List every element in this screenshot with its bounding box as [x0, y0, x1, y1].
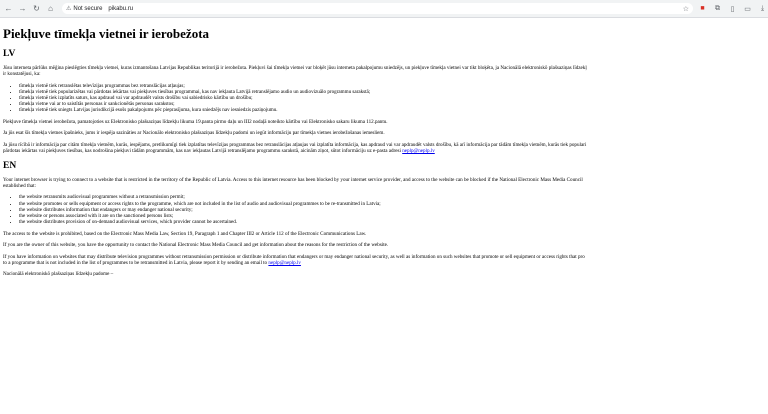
- en-email-link[interactable]: neplp@neplp.lv: [268, 259, 301, 266]
- page-title: Piekļuve tīmekļa vietnei ir ierobežota: [3, 26, 210, 41]
- list-item: • the website or persons associated with it are on the sanctioned persons lists;: [19, 213, 768, 219]
- list-item: • tīmekļa vietnē tiek izplatīts saturs, kas apdraud vai var apdraudēt valsts drošību vai sabiedrisko kārtību un drošību;: [19, 95, 768, 101]
- lv-info-line-2: pārdotas iekārtas vai piekļuves tiesības, kas nodrošina piekļuvi tādām programmām, kas nav iekļautas Latvijā retranslējamo programmu sarakstā, aicinām ziņot, sūtot informāciju uz e-pasta adresi: [3, 147, 401, 154]
- en-heading: EN: [3, 160, 17, 171]
- en-list: [3, 194, 768, 224]
- back-icon[interactable]: ←: [4, 4, 13, 13]
- list-item: • the website distributes information that endangers or may endanger national security;: [19, 207, 768, 213]
- home-icon[interactable]: ⌂: [48, 4, 53, 13]
- extension-icon[interactable]: ■: [700, 5, 705, 12]
- lv-heading: LV: [3, 49, 16, 59]
- lv-owner-paragraph: Ja jūs esat šīs tīmekļa vietnes īpašnieks, jums ir iespēja sazināties ar Nacionālo elektronisko plašsaziņas līdzekļu padomi un iegūt informāciju par tīmekļa vietnes ierobežošanas iemesliem.: [3, 130, 385, 137]
- sidebar-icon[interactable]: ▯: [730, 5, 735, 13]
- download-icon[interactable]: ⤓: [760, 4, 765, 12]
- en-intro-line-2: established that:: [3, 182, 36, 189]
- list-item: • tīmekļa vietnē tiek popularizētas vai pārdotas iekārtas vai piekļuves tiesības programmai, kas nav iekļauta Latvijā retranslējamo audio un audiovizuālo programmu sarakstā;: [19, 89, 768, 95]
- reload-icon[interactable]: ↻: [33, 4, 40, 13]
- lv-law-paragraph: Piekļuve tīmekļa vietnei ierobežota, pamatojoties uz Elektronisko plašsaziņas līdzekļu likuma 19.panta pirmo daļu un III2 nodaļā noteikto kārtību vai Elektronisko sakaru likuma 112.pantu.: [3, 118, 388, 125]
- list-item: • the website distributes provision of on-demand audiovisual services, which provider cannot be ascertained.: [19, 219, 768, 225]
- browser-toolbar: [0, 0, 768, 18]
- star-icon[interactable]: ☆: [682, 5, 689, 13]
- info-icon[interactable]: ⚠: [66, 6, 72, 12]
- en-owner-paragraph: If you are the owner of this website, you have the opportunity to contact the National Electronic Mass Media Council and get information about the reasons for the restriction of the website.: [3, 242, 389, 249]
- list-item: • tīmekļa vietnē tiek retranslētas televīzijas programmas bez retranslācijas atļaujas;: [19, 83, 768, 89]
- list-item: • the website retransmits audiovisual programmes without a retransmission permit;: [19, 194, 768, 200]
- lv-info-line-1: Ja jūsu rīcībā ir informācija par citām tīmekļa vietnēm, kurās, iespējams, pretlikumīgi tiek izplatītas televīzijas programmas bez retranslācijas atļaujas vai izplatīta informācija, kas apdraud vai var apdraudēt valsts drošību, kā arī informācija par tādām tīmekļa vietnēm, kurās tiek populari: [3, 141, 587, 148]
- url-text[interactable]: pikabu.ru: [108, 5, 134, 12]
- puzzle-icon[interactable]: ⧉: [715, 4, 720, 12]
- profile-icon[interactable]: ▭: [744, 5, 751, 13]
- en-info-line-1: If you have information on websites that may distribute television programmes without retransmission permission or distribute information that endangers or may endanger national security, as well as information on such websites that promote or sell equipment or access rights that pro: [3, 253, 585, 260]
- en-law-paragraph: The access to the website is prohibited, based on the Electronic Mass Media Law, Section 19, Paragraph 1 and Chapter III2 or Article 112 of the Electronic Communications Law.: [3, 230, 367, 237]
- lv-intro-line-1: Jūsu interneta pārlūks mēģina pieslēgties tīmekļa vietnei, kuras izmantošana Latvijas Republikas teritorijā ir ierobežota. Piekļuvi šai tīmekļa vietnei var bloķēt jūsu interneta pakalpojumu sniedzējs, un piekļuve tīmekļa vietnei var tikt bloķēta, ja Nacionālā elektroniskō plašsaziņas līdzekļ: [3, 65, 587, 71]
- lv-email-link[interactable]: neplp@neplp.lv: [402, 147, 435, 154]
- list-item: • tīmekļa vietnē tiek sniegts Latvijas jurisdikcijā esošs pakalpojums pēc pieprasījuma, kura sniedzējs nav iesniedzis paziņojumu.: [19, 107, 768, 113]
- page-content: [0, 27, 768, 277]
- signature: Nacionālā elektroniskō plašsaziņas līdzekļu padome –: [3, 271, 114, 278]
- list-item: • tīmekļa vietne vai ar to saistītās personas ir sankcionētās personas sarakstos;: [19, 101, 768, 107]
- security-label[interactable]: Not secure: [73, 5, 103, 12]
- address-bar[interactable]: [62, 3, 693, 14]
- en-info-paragraph: [3, 254, 768, 266]
- lv-list: [3, 83, 768, 113]
- lv-intro: [3, 65, 768, 77]
- lv-info-paragraph: [3, 142, 768, 154]
- list-item: • the website promotes or sells equipment or access rights to the programme, which are not included in the list of audio and audiovisual programmes to be re-transmitted in Latvia;: [19, 201, 768, 207]
- en-intro: [3, 177, 768, 189]
- forward-icon[interactable]: →: [18, 4, 27, 13]
- lv-intro-line-2: ir konstatējusi, ka:: [3, 71, 41, 77]
- en-intro-line-1: Your internet browser is trying to connect to a website that is restricted in the territory of the Republic of Latvia. Access to this internet resource has been blocked by your internet service provider, and access to the website can be blocked if the National Electronic Mass Media Council: [3, 176, 583, 183]
- en-info-line-2: to a programme that is not included in the list of programmes to be retransmitted in Latvia, please report it by sending an email to: [3, 259, 268, 266]
